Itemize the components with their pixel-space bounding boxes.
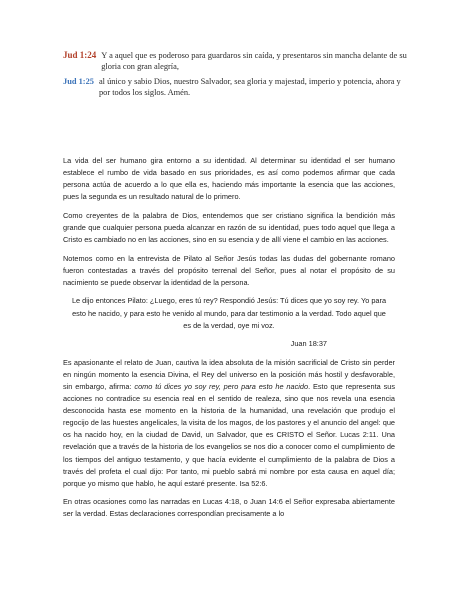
verse-block [63,50,408,102]
paragraph-pilate: Notemos como en la entrevista de Pilato al Señor Jesús todas las dudas del gobernante romano fueron contestadas a través del propósito terrenal del Señor, pues al notar el propósito de su nacimiento se puede observar la identidad de la persona. [63,253,395,287]
verse-jud-1-25 [63,76,408,98]
bible-quote: Le dijo entonces Pilato: ¿Luego, eres tú rey? Respondió Jesús: Tú dices que yo soy rey. Yo para esto he nacido, y para esto he venido al mundo, para dar testimonio a la verdad. Todo aquel que es de la verdad, oye mi voz. [71,296,387,330]
paragraph-identity: La vida del ser humano gira entorno a su identidad. Al determinar su identidad el ser humano establece el rumbo de vida basado en sus prioridades, es así como podemos afirmar que cada persona actúa de acuerdo a lo que ella es, haciendo más importante la esencia que las acciones, pues la segunda es un resultado natural de lo primero. [63,156,395,202]
paragraph-john-text-a: Es apasionante el relato de Juan, cautiva la idea absoluta de la misión sacrificial de Cristo sin perder en ningún momento la esencia Divina, el Rey del universo en la posición más hostil y desfavorable, sin embargo, afirma: [63,357,395,391]
paragraph-other-occasions: En otras ocasiones como las narradas en Lucas 4:18, o Juan 14:6 el Señor expresaba abiertamente ser la verdad. Estas declaraciones correspondían precisamente a lo [63,497,395,519]
bible-quote-ref: Juan 18:37 [290,339,327,349]
paragraph-john-emphasis: como tú dices yo soy rey, pero para esto he nacido [134,382,309,391]
verse-ref: Jud 1:24 [63,50,97,60]
verse-text: Y a aquel que es poderoso para guardaros sin caída, y presentaros sin mancha delante de su gloria con gran alegría, [101,51,407,71]
paragraph-john-text-b: . Esto que representa sus acciones no contradice su esencia real en el sentido de realeza, sino que nos revela una esencia desconocida hasta ese momento en la historia de la humanidad, una revelación que produjo el regocijo de las huestes angelicales, la visita de los magos, de los pastores y el anuncio del angel: que os ha nacido hoy, en la ciudad de David, un Salvador, que es CRISTO el Señor. Lucas 2:11. Una revelación que a través de la historia de los evangelios se nos dio a conocer como el cumplimiento de los tiempos del antiguo testamento, y que hacía evidente el cumplimiento de la palabra de Dios a través del profeta el cual dijo: Por tanto, mi pueblo sabrá mi nombre por esta causa en aquel día; porque yo mismo que hablo, he aquí estaré presente. Isa 52:6. [63,382,395,488]
paragraph-john [63,357,395,490]
verse-text: al único y sabio Dios, nuestro Salvador, sea gloria y majestad, imperio y potencia, ahora y por todos los siglos. Amén. [98,77,401,97]
document-body [63,155,395,527]
paragraph-believers: Como creyentes de la palabra de Dios, entendemos que ser cristiano significa la bendición más grande que cualquier persona pueda alcanzar en razón de su identidad, pues todo aquel que llega a Cristo es cambiado no en las acciones, sino en su esencia y de allí viene el cambio en las acciones. [63,210,395,245]
verse-ref: Jud 1:25 [63,77,94,86]
verse-jud-1-24 [63,50,408,72]
